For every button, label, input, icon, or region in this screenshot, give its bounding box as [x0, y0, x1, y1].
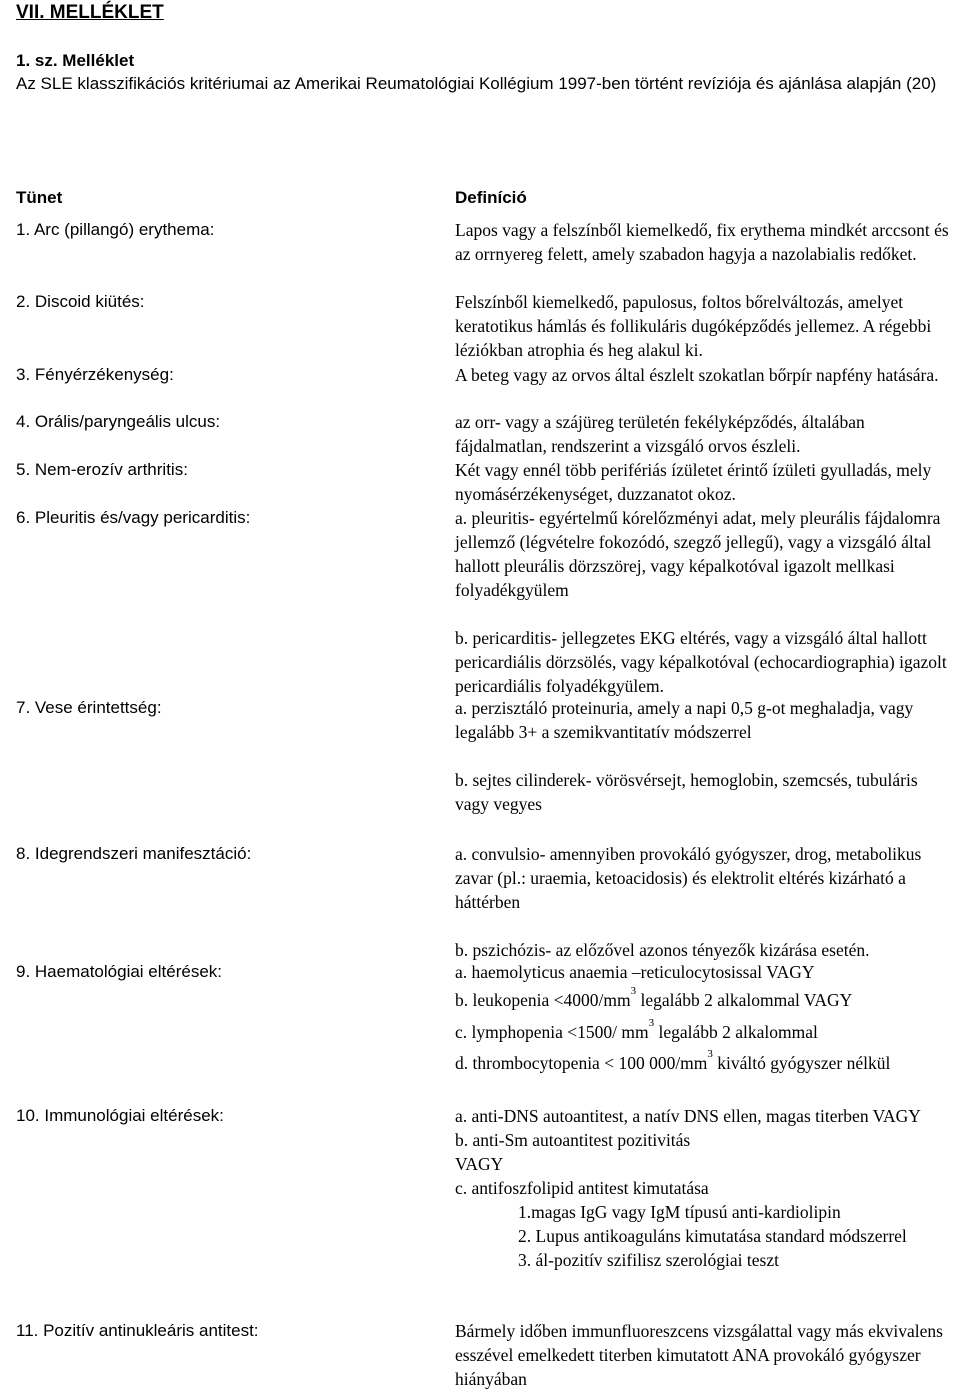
row-symptom: 1. Arc (pillangó) erythema:	[16, 220, 215, 239]
row-symptom: 4. Orális/paryngeális ulcus:	[16, 412, 221, 431]
row-symptom: 2. Discoid kiütés:	[16, 292, 145, 311]
definition-part-b: b. pericarditis- jellegzetes EKG eltérés, vagy a vizsgáló által hallott pericardiális dörzsölés, vagy képalkotóval (echocardiographia) igazolt pericardiális folyadékgyülem.	[455, 628, 947, 696]
list-item: VAGY	[455, 1154, 504, 1174]
list-item: d. thrombocytopenia < 100 $000/mm^3$ kiváltó gyógyszer nélkül	[455, 1048, 891, 1073]
row-definition	[455, 842, 950, 962]
row-symptom: 10. Immunológiai eltérések:	[16, 1106, 224, 1125]
list-item: b. anti-Sm autoantitest pozitivitás	[455, 1130, 691, 1150]
definition-part-b: b. pszichózis- az előzővel azonos tényezők kizárása esetén.	[455, 940, 870, 960]
sub-list-item: 1.magas IgG vagy IgM típusú anti-kardiolipin	[518, 1202, 841, 1222]
superscript: 3	[630, 985, 637, 997]
definition-part-a: a. perzisztáló proteinuria, amely a napi 0,5 g-ot meghaladja, vagy legalább 3+ a szemikvantitatív módszerrel	[455, 698, 914, 742]
row-symptom: 6. Pleuritis és/vagy pericarditis:	[16, 508, 251, 527]
row-definition	[455, 506, 950, 698]
column-header-symptom: Tünet	[16, 188, 63, 207]
row-symptom: 7. Vese érintettség:	[16, 698, 162, 717]
sub-list-item: 3. ál-pozitív szifilisz szerológiai teszt	[518, 1250, 779, 1270]
row-definition: az orr- vagy a szájüreg területén fekélyképződés, általában fájdalmatlan, rendszerint a vizsgáló orvos észleli.	[455, 412, 865, 456]
row-definition: Lapos vagy a felszínből kiemelkedő, fix erythema mindkét arccsont és az orrnyereg felett, amely szabadon hagyja a nazolabialis redőket.	[455, 220, 949, 264]
superscript: 3	[707, 1048, 713, 1060]
list-item: a. haemolyticus anaemia –reticulocytosissal VAGY	[455, 962, 815, 982]
list-item: a. anti-DNS autoantitest, a natív DNS ellen, magas titerben VAGY	[455, 1106, 921, 1126]
row-symptom: 8. Idegrendszeri manifesztáció:	[16, 844, 252, 863]
row-symptom: 3. Fényérzékenység:	[16, 365, 174, 384]
list-item: c. lymphopenia <1500/ $mm^3$ legalább 2 alkalommal	[455, 1017, 818, 1042]
row-definition	[455, 696, 950, 816]
definition-part-a: a. convulsio- amennyiben provokáló gyógyszer, drog, metabolikus zavar (pl.: uraemia, ketoacidosis) és elektrolit eltérés kizárható a háttérben	[455, 844, 922, 912]
list-item: b. leukopenia $<4000/mm^3$ legalább 2 alkalommal VAGY	[455, 985, 853, 1010]
superscript: 3	[648, 1017, 655, 1029]
definition-part-a: a. pleuritis- egyértelmű kórelőzményi adat, mely pleurális fájdalomra jellemző (légvételre fokozódó, szegző jellegű), vagy a vizsgáló által hallott pleurális dörzszörej, vagy képalkotóval igazolt mellkasi folyadékgyülem	[455, 508, 941, 600]
row-symptom: 5. Nem-erozív arthritis:	[16, 460, 188, 479]
row-definition	[455, 1104, 950, 1272]
row-symptom: 11. Pozitív antinukleáris antitest:	[16, 1321, 259, 1340]
sub-list-item: 2. Lupus antikoaguláns kimutatása standard módszerrel	[518, 1226, 907, 1246]
annex-label: 1. sz. Melléklet	[16, 51, 135, 70]
list-item: c. antifoszfolipid antitest kimutatása	[455, 1178, 709, 1198]
row-definition	[455, 960, 950, 1078]
row-definition: A beteg vagy az orvos által észlelt szokatlan bőrpír napfény hatására.	[455, 365, 939, 385]
title-word: MELLÉKLET	[49, 2, 164, 23]
annex-description: Az SLE klasszifikációs kritériumai az Amerikai Reumatológiai Kollégium 1997-ben történt revíziója és ajánlása alapján (20)	[16, 74, 937, 93]
row-definition: Felszínből kiemelkedő, papulosus, foltos bőrelváltozás, amelyet keratotikus hámlás és follikuláris dugóképződés jellemez. A régebbi léziókban atrophia és heg alakul ki.	[455, 292, 932, 360]
column-header-definition: Definíció	[455, 188, 527, 207]
definition-part-b: b. sejtes cilinderek- vörösvérsejt, hemoglobin, szemcsés, tubuláris vagy vegyes	[455, 770, 918, 814]
title-number: VII.	[16, 2, 45, 23]
row-definition: Két vagy ennél több perifériás ízületet érintő ízületi gyulladás, mely nyomásérzékenységet, duzzanatot okoz.	[455, 460, 932, 504]
document-title	[16, 1, 164, 25]
row-symptom: 9. Haematológiai eltérések:	[16, 962, 223, 981]
row-definition: Bármely időben immunfluoreszcens vizsgálattal vagy más ekvivalens esszével emelkedett titerben kimutatott ANA provokáló gyógyszer hiányában	[455, 1321, 943, 1389]
